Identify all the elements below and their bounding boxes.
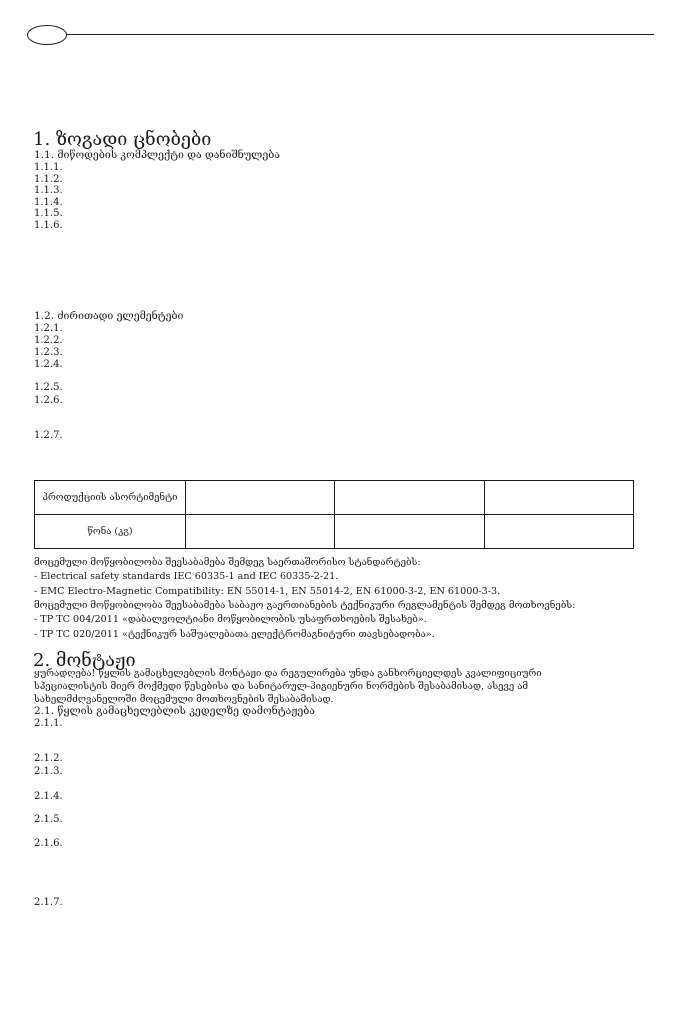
item-2-1-6: 2.1.6. (34, 838, 63, 849)
item-1-1-4: 1.1.4. (34, 197, 63, 208)
warning-line-1: ყურადღება! წყლის გამაცხელებლის მონტაჟი და რეგულირება უნდა განხორციელდეს კვალიფიციური (34, 668, 542, 679)
table-cell-assortment-label: პროდუქციის ასორტიმენტი (35, 481, 186, 515)
item-2-1-3: 2.1.3. (34, 766, 63, 777)
table-cell (335, 515, 484, 549)
subsection-1-1-title: 1.1. მიწოდების კომპლექტი და დანიშნულება (34, 149, 280, 161)
table-cell-weight-label: წონა (კგ) (35, 515, 186, 549)
section-1-heading: 1. ზოგადი ცნობები (33, 129, 212, 150)
spec-table (34, 480, 634, 549)
table-row (35, 481, 634, 515)
warning-line-3: სახელმძღვანელოში მოცემული მოთხოვნების შესაბამისად. (34, 694, 334, 705)
page-number-oval (27, 25, 67, 45)
standards-intro: მოცემული მოწყობილობა შეესაბამება შემდეგ საერთაშორისო სტანდარტებს: (34, 557, 421, 568)
standard-emc: - EMC Electro-Magnetic Compatibility: EN 55014-1, EN 55014-2, EN 61000-3-2, EN 61000-3-3. (34, 586, 501, 597)
table-cell (484, 515, 633, 549)
section-2-heading: 2. მონტაჟი (33, 650, 136, 671)
item-2-1-7: 2.1.7. (34, 897, 63, 908)
subsection-2-1-title: 2.1. წყლის გამაცხელებლის კედელზე დამონტაჟება (34, 705, 315, 717)
table-cell (335, 481, 484, 515)
table-cell (484, 481, 633, 515)
standard-tr-020: - TP TC 020/2011 «ტექნიკურ საშუალებათა ელექტრომაგნიტური თავსებადობა». (34, 629, 435, 640)
table-cell (186, 481, 335, 515)
item-2-1-1: 2.1.1. (34, 718, 63, 729)
item-1-2-1: 1.2.1. (34, 323, 63, 334)
item-1-1-6: 1.1.6. (34, 220, 63, 231)
item-1-2-3: 1.2.3. (34, 347, 63, 358)
standard-iec: - Electrical safety standards IEC 60335-1 and IEC 60335-2-21. (34, 571, 339, 582)
item-1-2-6: 1.2.6. (34, 395, 63, 406)
table-cell (186, 515, 335, 549)
item-2-1-4: 2.1.4. (34, 791, 63, 802)
item-1-2-5: 1.2.5. (34, 382, 63, 393)
item-2-1-2: 2.1.2. (34, 753, 63, 764)
standard-tr-004: - TP TC 004/2011 «დაბალვოლტიანი მოწყობილობის უსაფრთხოების შესახებ». (34, 614, 427, 625)
item-1-1-2: 1.1.2. (34, 174, 63, 185)
header-rule (66, 34, 654, 35)
warning-line-2: სპეციალისტის მიერ მოქმედი წესებისა და სანიტარულ-ჰიგიენური ნორმების შესაბამისად, ასევე ამ (34, 681, 529, 692)
item-1-2-2: 1.2.2. (34, 335, 63, 346)
item-1-2-4: 1.2.4. (34, 359, 63, 370)
item-1-2-7: 1.2.7. (34, 430, 63, 441)
table-row (35, 515, 634, 549)
item-1-1-1: 1.1.1. (34, 162, 63, 173)
subsection-1-2-title: 1.2. ძირითადი ელემენტები (34, 310, 184, 322)
item-2-1-5: 2.1.5. (34, 814, 63, 825)
customs-union-intro: მოცემული მოწყობილობა შეესაბამება საბაჟო გაერთიანების ტექნიკური რეგლამენტის შემდეგ მოთხოვნებს: (34, 600, 576, 611)
item-1-1-3: 1.1.3. (34, 185, 63, 196)
item-1-1-5: 1.1.5. (34, 208, 63, 219)
